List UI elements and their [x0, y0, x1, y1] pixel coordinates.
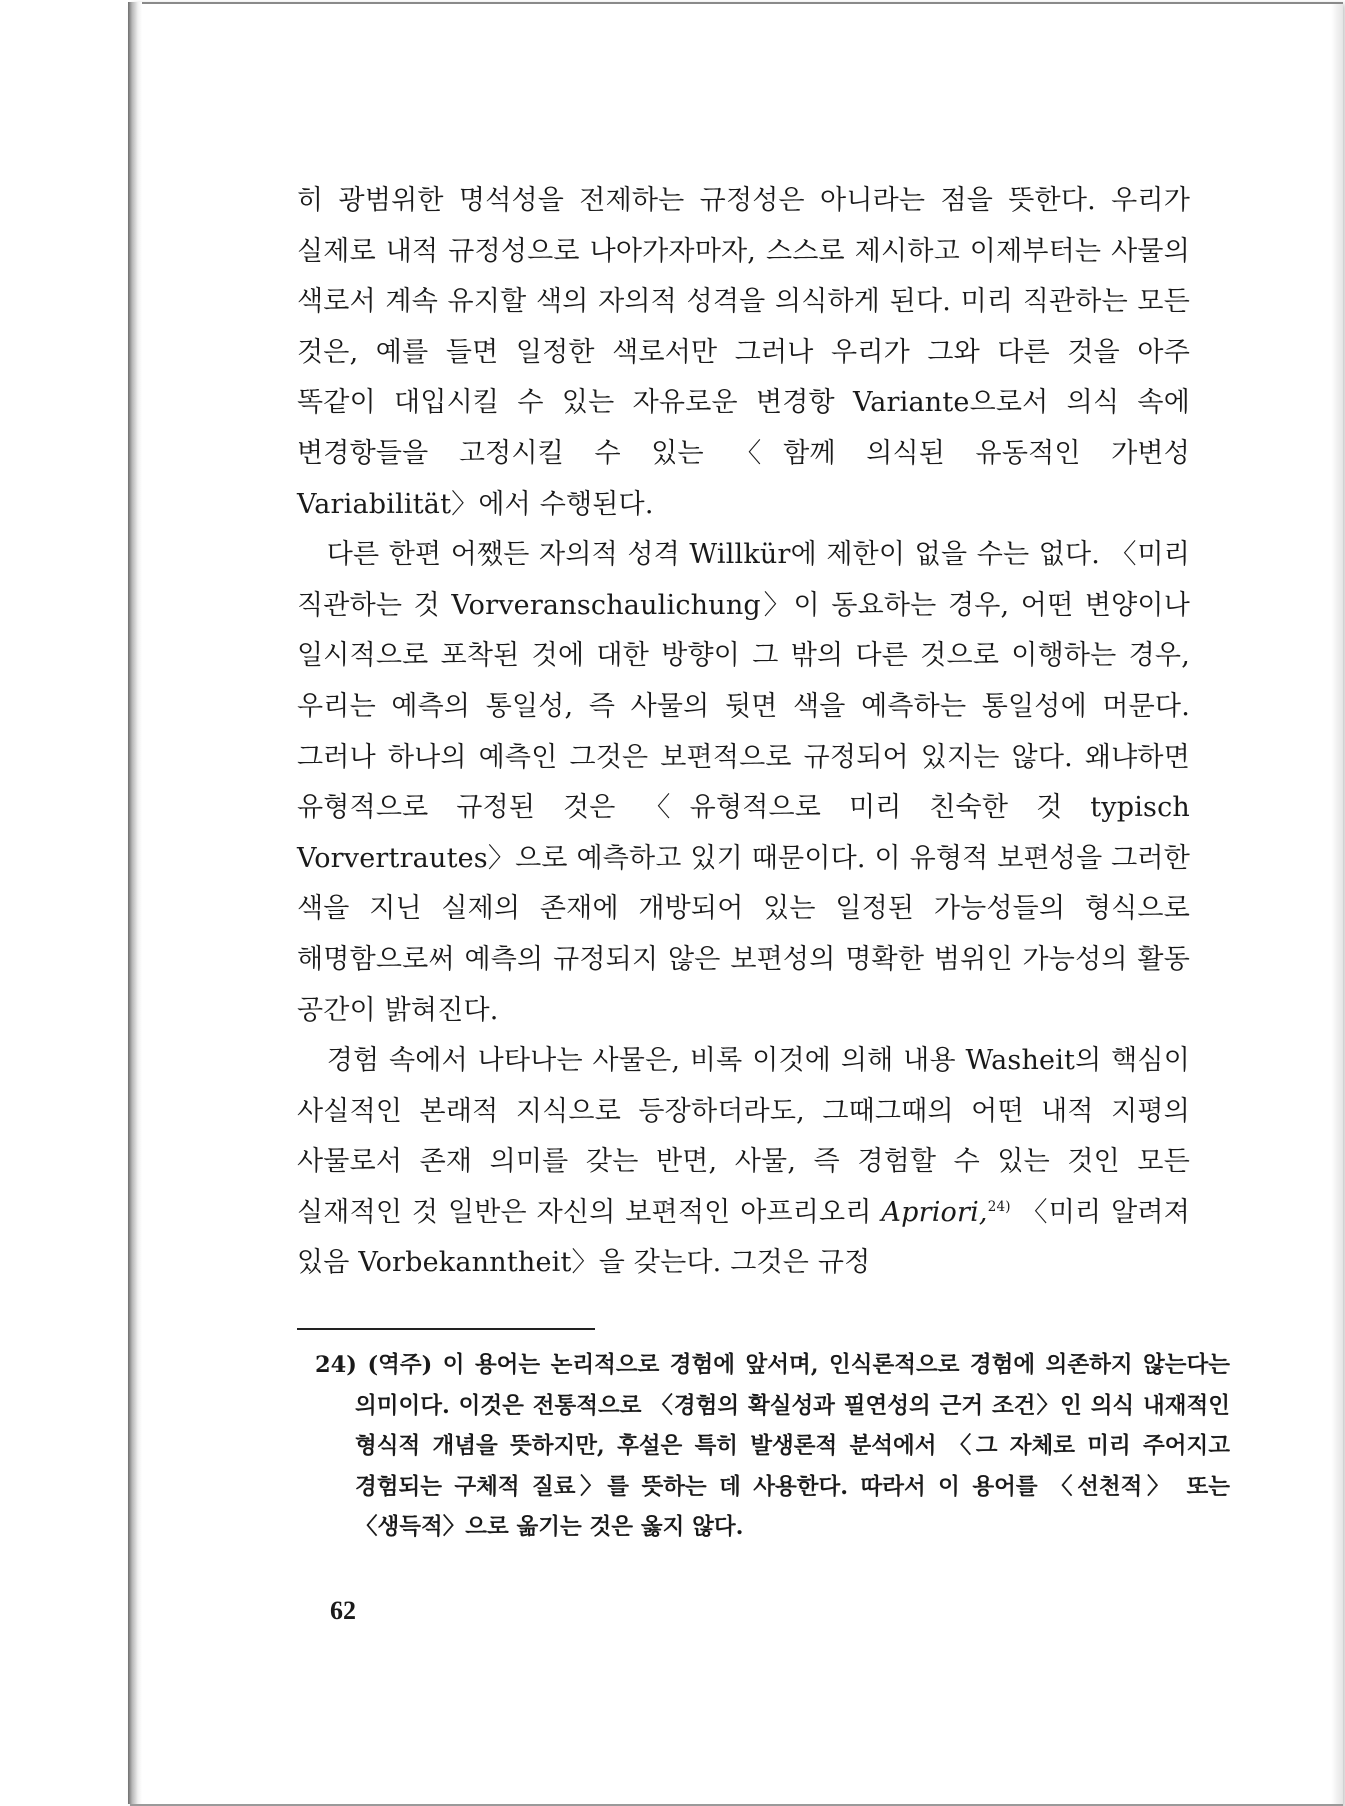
footnote-text: (역주) 이 용어는 논리적으로 경험에 앞서며, 인식론적으로 경험에 의존하지 않는다는 의미이다. 이것은 전통적으로 〈경험의 확실성과 필연성의 근거 조건〉인 의식 내재적인 형식적 개념을 뜻하지만, 후설은 특히 발생론적 분석에서 〈그 자체로 미리 주어지고 경험되는 구체적 질료〉를 뜻하는 데 사용한다. 따라서 이 용어를 〈선천적〉 또는 〈생득적〉으로 옮기는 것은 옳지 않다. — [355, 1352, 1230, 1540]
paragraph-1: 히 광범위한 명석성을 전제하는 규정성은 아니라는 점을 뜻한다. 우리가 실제로 내적 규정성으로 나아가자마자, 스스로 제시하고 이제부터는 사물의 색로서 계속 유지할 색의 자의적 성격을 의식하게 된다. 미리 직관하는 모든 것은, 예를 들면 일정한 색로서만 그러나 우리가 그와 다른 것을 아주 똑같이 대입시킬 수 있는 자유로운 변경항 Variante으로서 의식 속에 변경항들을 고정시킬 수 있는 〈함께 의식된 유동적인 가변성 Variabilität〉에서 수행된다. — [297, 185, 1190, 520]
paragraph-3 — [297, 1036, 1190, 1289]
footnote-24 — [315, 1345, 1230, 1548]
paragraph-3-text: 경험 속에서 나타나는 사물은, 비록 이것에 의해 내용 Washeit의 핵심이 사실적인 본래적 지식으로 등장하더라도, 그때그때의 어떤 내적 지평의 사물로서 존재 의미를 갖는 반면, 사물, 즉 경험할 수 있는 것인 모든 실재적인 것 일반은 자신의 보편적인 아프리오리 — [297, 1045, 1190, 1228]
body-text — [297, 176, 1190, 1289]
footnote-divider — [297, 1328, 595, 1330]
paragraph-2: 다른 한편 어쨌든 자의적 성격 Willkür에 제한이 없을 수는 없다. 〈미리 직관하는 것 Vorveranschaulichung〉이 동요하는 경우, 어떤 변양이나 일시적으로 포착된 것에 대한 방향이 그 밖의 다른 것으로 이행하는 경우, 우리는 예측의 통일성, 즉 사물의 뒷면 색을 예측하는 통일성에 머문다. 그러나 하나의 예측인 그것은 보편적으로 규정되어 있지는 않다. 왜냐하면 유형적으로 규정된 것은 〈유형적으로 미리 친숙한 것 typisch Vorvertrautes〉으로 예측하고 있기 때문이다. 이 유형적 보편성을 그러한 색을 지닌 실제의 존재에 개방되어 있는 일정된 가능성들의 형식으로 해명함으로써 예측의 규정되지 않은 보편성의 명확한 범위인 가능성의 활동 공간이 밝혀진다. — [297, 539, 1190, 1026]
paragraph-3-continuation: 〈미리 알려져 있음 Vorbekanntheit〉을 갖는다. 그것은 규정 — [297, 1196, 1190, 1279]
apriori-term: Apriori, — [881, 1196, 988, 1228]
footnote-marker: 24) — [315, 1352, 357, 1378]
book-binding-edge — [128, 2, 142, 1804]
footnote-reference[interactable]: 24) — [987, 1198, 1011, 1215]
page-number: 62 — [330, 1596, 356, 1625]
